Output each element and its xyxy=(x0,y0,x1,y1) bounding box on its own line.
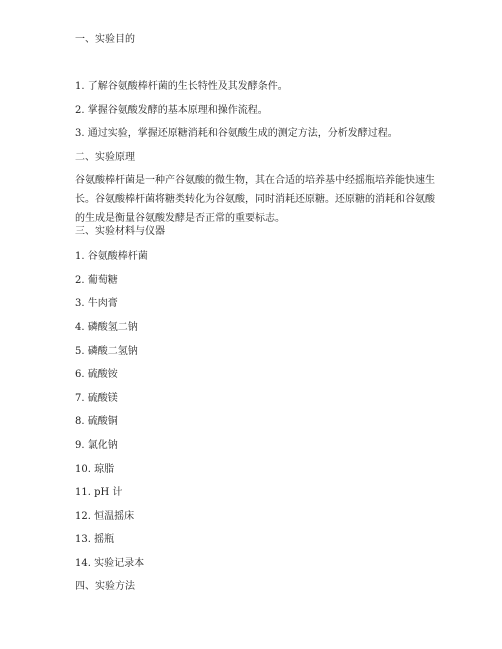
list-item: 14. 实验记录本 xyxy=(75,558,145,569)
list-item: 3. 通过实验，掌握还原糖消耗和谷氨酸生成的测定方法，分析发酵过程。 xyxy=(75,128,398,139)
list-item: 1. 谷氨酸棒杆菌 xyxy=(75,251,148,262)
list-item: 2. 葡萄糖 xyxy=(75,275,118,286)
section-heading-objectives: 一、实验目的 xyxy=(75,34,135,45)
principle-paragraph xyxy=(75,171,435,228)
list-item: 12. 恒温摇床 xyxy=(75,511,135,522)
list-item: 11. pH 计 xyxy=(75,487,123,498)
list-item: 5. 磷酸二氢钠 xyxy=(75,346,138,357)
section-heading-principle: 二、实验原理 xyxy=(75,152,135,163)
list-item: 3. 牛肉膏 xyxy=(75,298,118,309)
list-item: 10. 琼脂 xyxy=(75,464,115,475)
list-item: 7. 硫酸镁 xyxy=(75,393,118,404)
list-item: 6. 硫酸铵 xyxy=(75,369,118,380)
paragraph-line: 长。谷氨酸棒杆菌将糖类转化为谷氨酸，同时消耗还原糖。还原糖的消耗和谷氨酸 xyxy=(75,194,435,205)
section-heading-methods: 四、实验方法 xyxy=(75,581,135,592)
paragraph-line: 谷氨酸棒杆菌是一种产谷氨酸的微生物，其在合适的培养基中经摇瓶培养能快速生 xyxy=(75,175,435,186)
list-item: 1. 了解谷氨酸棒杆菌的生长特性及其发酵条件。 xyxy=(75,81,288,92)
list-item: 2. 掌握谷氨酸发酵的基本原理和操作流程。 xyxy=(75,105,268,116)
section-heading-materials: 三、实验材料与仪器 xyxy=(75,226,165,237)
list-item: 8. 硫酸铜 xyxy=(75,416,118,427)
list-item: 4. 磷酸氢二钠 xyxy=(75,322,138,333)
paragraph-line: 的生成是衡量谷氨酸发酵是否正常的重要标志。 xyxy=(75,213,285,224)
list-item: 13. 摇瓶 xyxy=(75,534,115,545)
list-item: 9. 氯化钠 xyxy=(75,440,118,451)
